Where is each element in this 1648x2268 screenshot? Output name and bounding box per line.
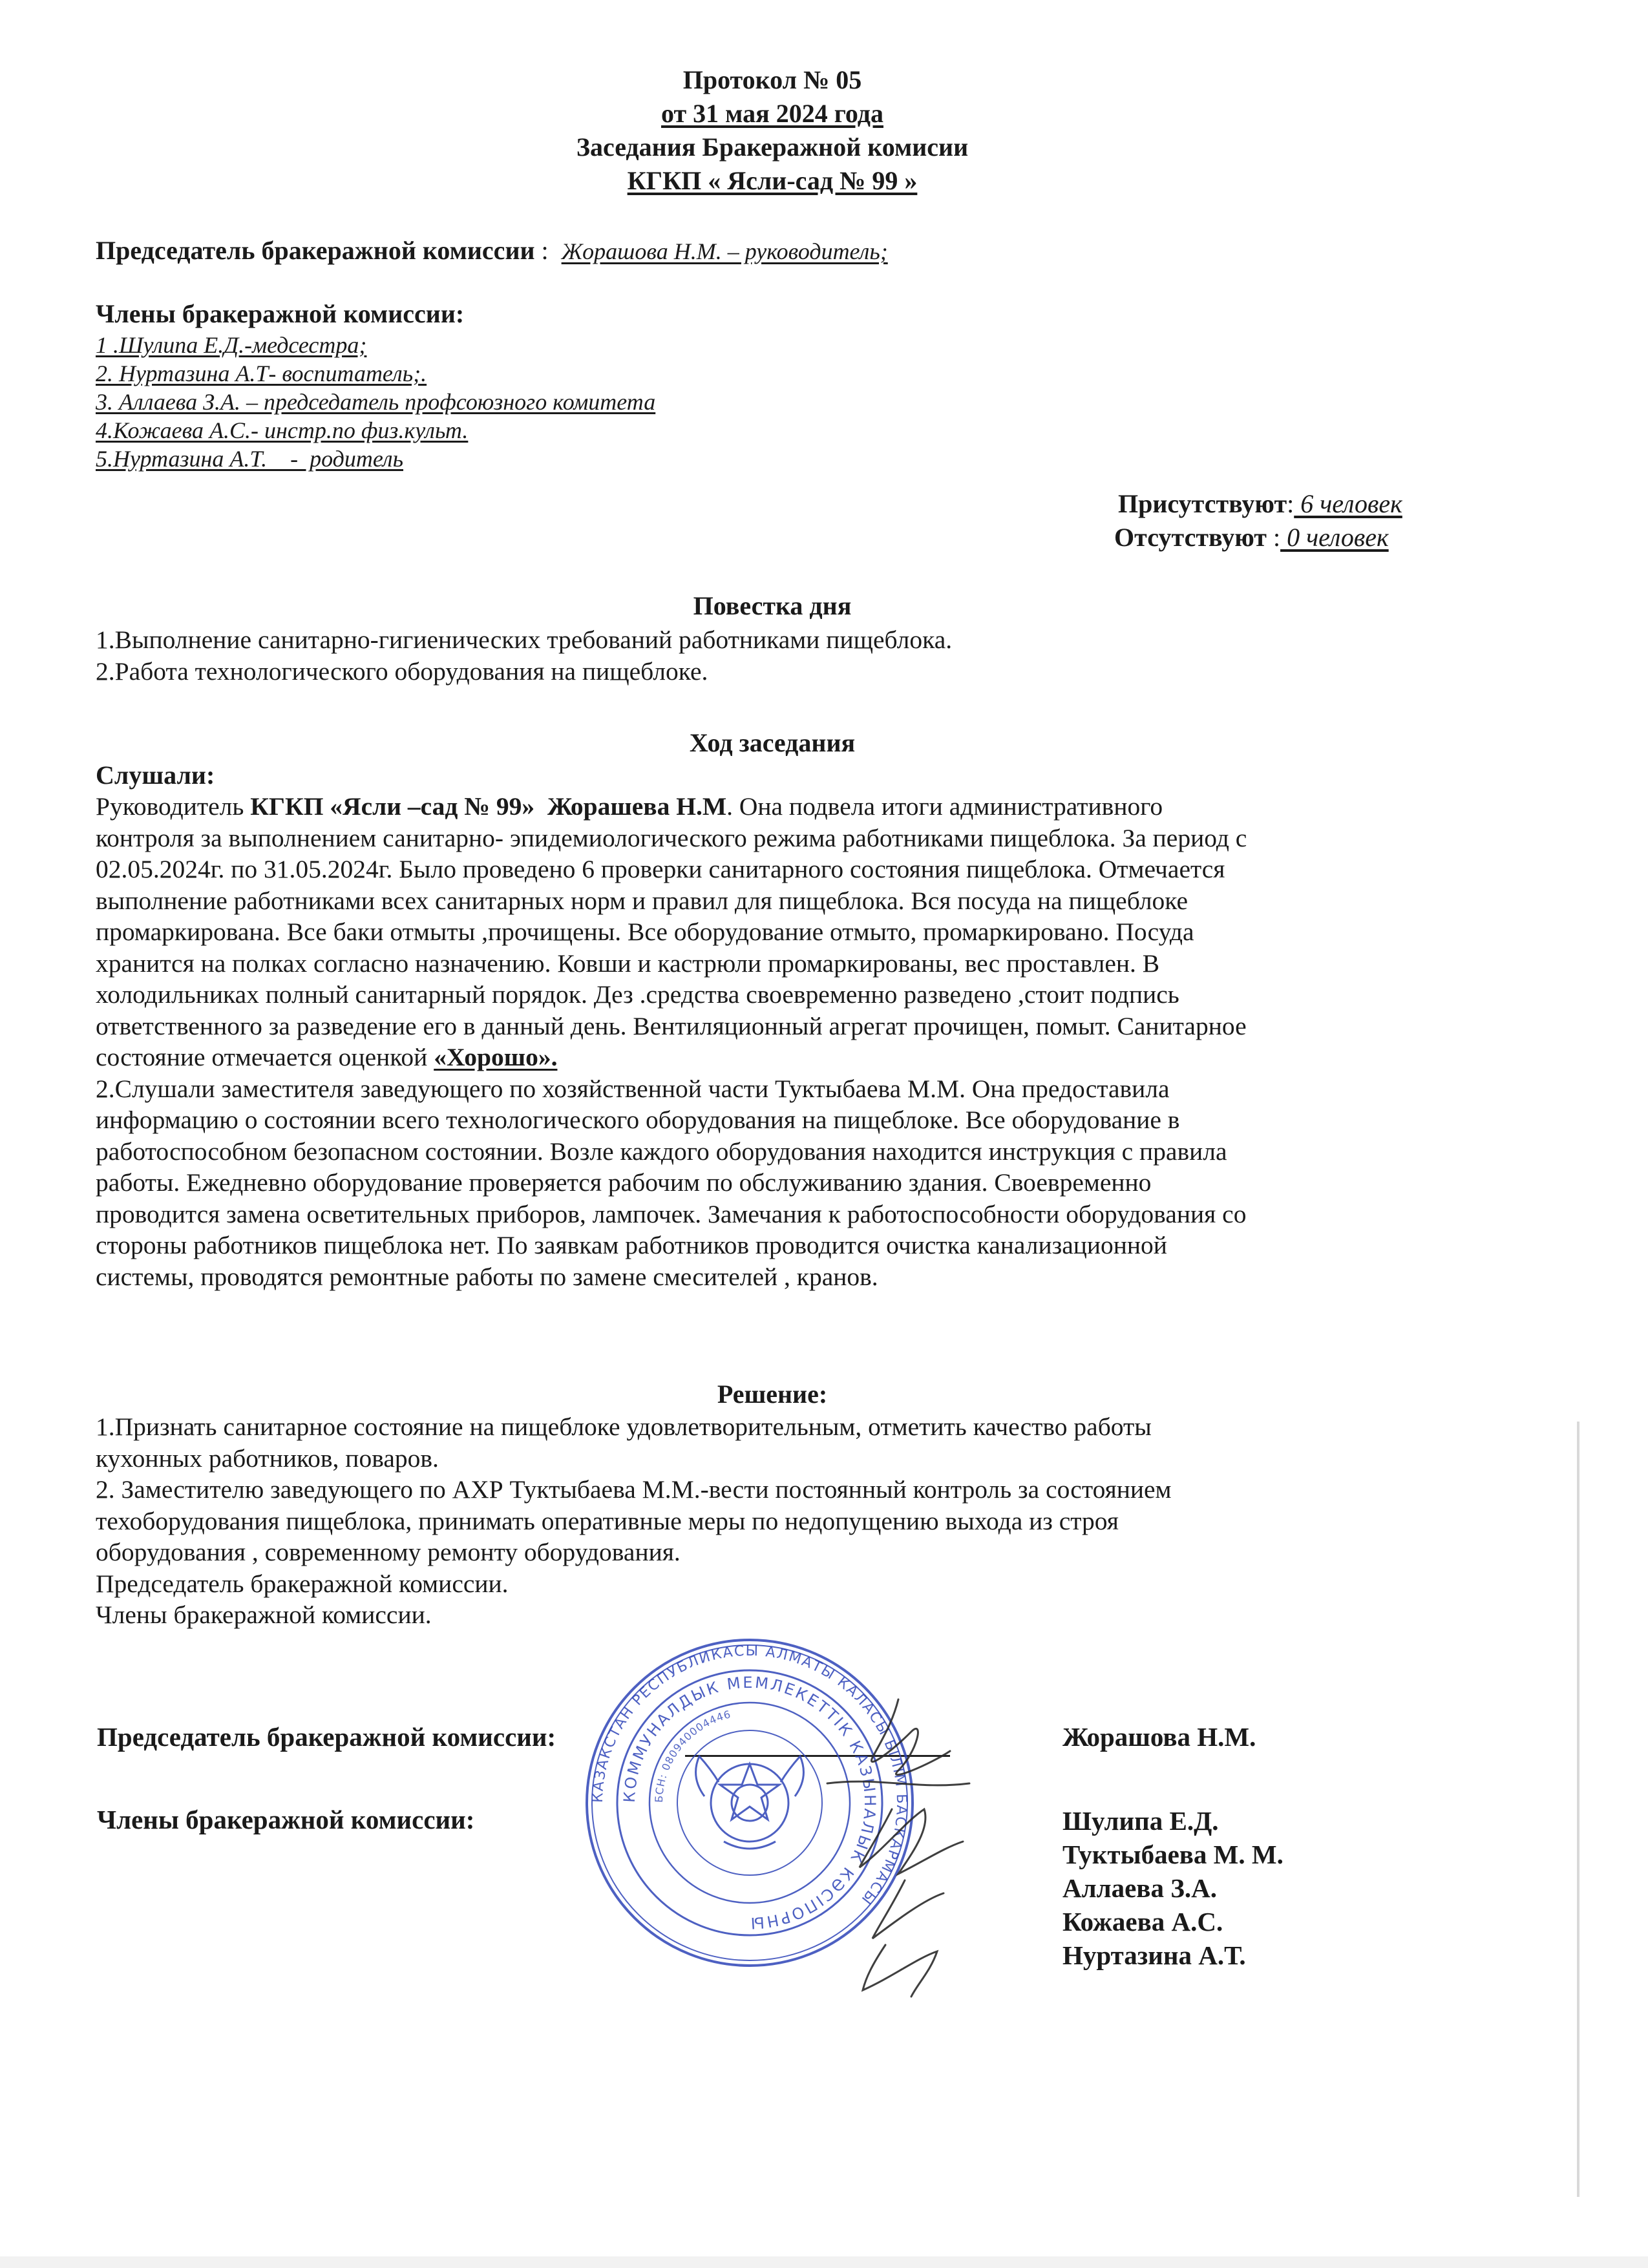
member-name: Нуртазина А.Т. xyxy=(1062,1940,1246,1970)
decision-line: 2. Заместителю заведующего по АХР Туктыбаева М.М.-вести постоянный контроль за состоянием xyxy=(96,1475,1172,1504)
member-name: Аллаева З.А. xyxy=(1062,1873,1217,1903)
member-name: Кожаева А.С. xyxy=(1062,1907,1223,1937)
member-name: Туктыбаева М. М. xyxy=(1062,1840,1284,1869)
report-line: стороны работников пищеблока нет. По заявкам работников проводится очистка канализационной xyxy=(96,1231,1167,1259)
report-speaker: КГКП «Ясли –сад № 99» Жорашева Н.М xyxy=(250,792,727,821)
report-paragraph-1 xyxy=(96,791,1459,1292)
report-line: работы. Ежедневно оборудование проверяется рабочим по обслуживанию здания. Своевременно xyxy=(96,1168,1152,1197)
agenda-item: 1.Выполнение санитарно-гигиенических требований работниками пищеблока. xyxy=(96,625,953,654)
present-label: Присутствуют xyxy=(1118,489,1287,518)
report-line: 02.05.2024г. по 31.05.2024г. Было проведено 6 проверки санитарного состояния пищеблока. Отмечается xyxy=(96,855,1225,883)
protocol-date: от 31 мая 2024 года xyxy=(661,99,883,128)
report-line: работоспособном безопасном состоянии. Возле каждого оборудования находится инструкция с правила xyxy=(96,1137,1227,1166)
decision-title: Решение: xyxy=(717,1380,828,1409)
agenda-list xyxy=(96,624,1459,687)
decision-text xyxy=(96,1411,1459,1631)
stamp-emblem-icon xyxy=(696,1756,804,1849)
protocol-number: Протокол № 05 xyxy=(682,65,862,94)
member-item: 2. Нуртазина А.Т- воспитатель;. xyxy=(96,361,427,386)
members-list xyxy=(96,331,655,473)
absent-value: 0 человек xyxy=(1280,523,1389,552)
member-signature-names xyxy=(1062,1804,1284,1972)
decision-line: Члены бракеражной комиссии. xyxy=(96,1601,432,1629)
decision-line: кухонных работников, поваров. xyxy=(96,1444,439,1473)
report-line xyxy=(96,791,1459,823)
member-item: 4.Кожаева А.С.- инстр.по физ.культ. xyxy=(96,417,469,443)
report-line: информацию о состоянии всего технологического оборудования на пищеблоке. Все оборудование в xyxy=(96,1106,1180,1134)
scan-bottom-edge xyxy=(0,2256,1648,2268)
organization-name: КГКП « Ясли-сад № 99 » xyxy=(627,166,918,195)
chair-separator: : xyxy=(534,236,562,265)
report-prefix: Руководитель xyxy=(96,792,251,821)
agenda-title: Повестка дня xyxy=(693,591,852,620)
report-line: хранится на полках согласно назначению. Ковши и кастрюли промаркированы, вес проставлен. В xyxy=(96,949,1160,978)
report-line: промаркирована. Все баки отмыты ,прочищены. Все оборудование отмыто, промаркировано. Посуда xyxy=(96,918,1194,946)
member-item: 3. Аллаева З.А. – председатель профсоюзного комитета xyxy=(96,389,656,415)
member-item: 5.Нуртазина А.Т. - родитель xyxy=(96,446,403,472)
decision-line: Председатель бракеражной комиссии. xyxy=(96,1569,509,1598)
attendance-absent: Отсутствуют : 0 человек xyxy=(1114,523,1389,552)
stamp-id-text: БСН: 080940004446 xyxy=(652,1708,733,1803)
chair-line xyxy=(96,235,888,267)
chair-signature-name: Жорашова Н.М. xyxy=(1062,1722,1256,1752)
decision-line: техоборудования пищеблока, принимать оперативные меры по недопущению выхода из строя xyxy=(96,1506,1119,1535)
report-line: проводится замена осветительных приборов, лампочек. Замечания к работоспособности оборудования со xyxy=(96,1199,1247,1228)
stamp-inner-text: КОММУНАЛДЫК МЕМЛЕКЕТТІК КАЗЫНАЛЫК КӘСІПОРНЫ xyxy=(620,1673,880,1933)
chair-signature-label: Председатель бракеражной комиссии: xyxy=(97,1722,556,1752)
report-line: холодильниках полный санитарный порядок. Дез .средства своевременно разведено ,стоит подпись xyxy=(96,980,1179,1009)
report-line: системы, проводятся ремонтные работы по замене смесителей , кранов. xyxy=(96,1262,878,1291)
members-label: Члены бракеражной комиссии: xyxy=(96,299,465,328)
member-name: Шулипа Е.Д. xyxy=(1062,1806,1219,1836)
handwritten-signatures xyxy=(801,1686,1008,2022)
absent-label: Отсутствуют xyxy=(1114,523,1267,552)
report-line xyxy=(96,1042,1459,1073)
agenda-item: 2.Работа технологического оборудования на пищеблоке. xyxy=(96,656,708,686)
member-item: 1 .Шулипа Е.Д.-медсестра; xyxy=(96,332,367,358)
report-line: выполнение работниками всех санитарных норм и правил для пищеблока. Вся посуда на пищеблоке xyxy=(96,886,1188,915)
present-value: 6 человек xyxy=(1294,489,1402,518)
report-line: контроля за выполнением санитарно- эпидемиологического режима работниками пищеблока. За период с xyxy=(96,823,1247,852)
stamp-outer-text: КАЗАКСТАН РЕСПУБЛИКАСЫ АЛМАТЫ КАЛАСЫ БІЛІМ БАСКАРМАСЫ xyxy=(589,1643,910,1908)
decision-line: 1.Признать санитарное состояние на пищеблоке удовлетворительным, отметить качество работы xyxy=(96,1412,1152,1441)
proceedings-title: Ход заседания xyxy=(689,728,856,757)
chair-value: Жорашова Н.М. – руководитель; xyxy=(561,238,888,264)
report-line: 2.Слушали заместителя заведующего по хозяйственной части Туктыбаева М.М. Она предоставила xyxy=(96,1074,1170,1103)
decision-line: оборудования , современному ремонту оборудования. xyxy=(96,1538,681,1566)
sanitary-rating: «Хорошо». xyxy=(434,1043,558,1071)
attendance-present: Присутствуют: 6 человек xyxy=(1118,489,1402,518)
report-text: состояние отмечается оценкой xyxy=(96,1043,434,1071)
chair-label: Председатель бракеражной комиссии xyxy=(96,236,535,265)
meeting-title: Заседания Бракеражной комисии xyxy=(576,132,969,162)
report-text: . Она подвела итоги административного xyxy=(726,792,1163,821)
members-signature-label: Члены бракеражной комиссии: xyxy=(97,1805,475,1834)
heard-label: Слушали: xyxy=(96,761,215,790)
report-line: ответственного за разведение его в данный день. Вентиляционный агрегат прочищен, помыт. Санитарное xyxy=(96,1011,1247,1040)
scan-edge xyxy=(1577,1422,1579,2197)
